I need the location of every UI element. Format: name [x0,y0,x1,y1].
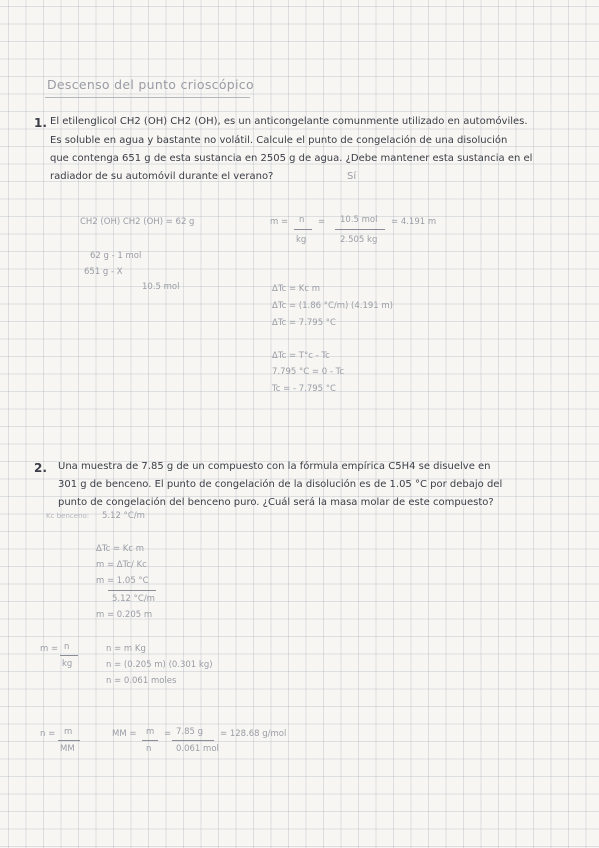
p2-moles-step-2: n = (0.205 m) (0.301 kg) [106,660,213,670]
molality-def-num: n [64,642,70,652]
molar-mass-lhs: MM = [112,729,137,739]
p2-step-4: 5.12 °C/m [112,594,155,604]
molality-value-numerator: 10.5 mol [340,215,378,225]
p2-step-2: m = ΔTc/ Kc [96,560,147,570]
molality-result: = 4.191 m [391,217,437,227]
molality-value-denominator: 2.505 kg [340,235,378,245]
problem-2-line-1: Una muestra de 7.85 g de un compuesto con la fórmula empírica C5H4 se disuelve en [58,461,491,472]
molality-eq: = [318,217,326,227]
delta-tc-step-2: ΔTc = (1.86 °C/m) (4.191 m) [272,301,394,311]
delta-tc-step-1: ΔTc = Kc m [272,284,320,294]
delta-tc-step-4: ΔTc = T°c - Tc [272,351,330,361]
problem-2-line-3: punto de congelación del benceno puro. ¿Cuál será la masa molar de este compuesto? [58,497,494,508]
molar-mass-den-value: 0.061 mol [176,744,219,754]
problem-1-answer: Sí [347,171,357,182]
rule-of-three-2: 651 g - X [84,267,123,277]
fraction-bar-2 [335,229,385,230]
p2-step-5: m = 0.205 m [96,610,153,620]
delta-tc-step-6: Tc = - 7.795 °C [272,384,336,394]
fraction-bar-7 [172,740,214,741]
fraction-bar-1 [294,229,312,230]
fraction-bar-5 [58,740,80,741]
kc-benzene-value: 5.12 °C/m [102,511,145,521]
delta-tc-step-3: ΔTc = 7.795 °C [272,318,336,328]
kc-benzene-label: Kc benceno: [46,512,90,520]
p2-step-1: ΔTc = Kc m [96,544,144,554]
problem-1-line-3: que contenga 651 g de esta sustancia en 2505 g de agua. ¿Debe mantener esta sustancia en el [50,153,533,164]
molar-mass-value: 7.85 g [176,727,204,737]
p2-moles-step-1: n = m Kg [106,644,146,654]
fraction-bar-3 [108,590,156,591]
p2-moles-step-3: n = 0.061 moles [106,676,177,686]
molality-denominator: kg [296,235,307,245]
molality-def-den: kg [62,659,73,669]
molar-mass-den: n [146,744,152,754]
moles-def-lhs: n = [40,729,56,739]
problem-1-line-1: El etilenglicol CH2 (OH) CH2 (OH), es un anticongelante comunmente utilizado en automóviles. [50,116,528,127]
page-title: Descenso del punto crioscópico [47,77,254,92]
molality-numerator: n [299,215,305,225]
rule-of-three-1: 62 g - 1 mol [90,251,142,261]
molality-lhs: m = [270,217,289,227]
molar-mass-result: = 128.68 g/mol [220,729,287,739]
p2-step-3: m = 1.05 °C [96,576,149,586]
problem-1-line-4: radiador de su automóvil durante el verano? [50,171,274,182]
molar-mass-line: CH2 (OH) CH2 (OH) = 62 g [80,217,195,227]
problem-1-number: 1. [34,116,47,130]
moles-def-den: MM [60,744,75,754]
title-underline [45,97,250,98]
molar-mass-num: m [146,727,155,737]
fraction-bar-4 [60,655,78,656]
molar-mass-eq: = [164,729,172,739]
fraction-bar-6 [142,740,158,741]
molality-def-lhs: m = [40,644,59,654]
problem-2-line-2: 301 g de benceno. El punto de congelación de la disolución es de 1.05 °C por debajo del [58,479,503,490]
delta-tc-step-5: 7.795 °C = 0 - Tc [272,367,345,377]
problem-1-line-2: Es soluble en agua y bastante no volátil. Calcule el punto de congelación de una disolución [50,135,508,146]
moles-def-num: m [64,727,73,737]
problem-2-number: 2. [34,461,47,475]
moles-result: 10.5 mol [142,282,180,292]
